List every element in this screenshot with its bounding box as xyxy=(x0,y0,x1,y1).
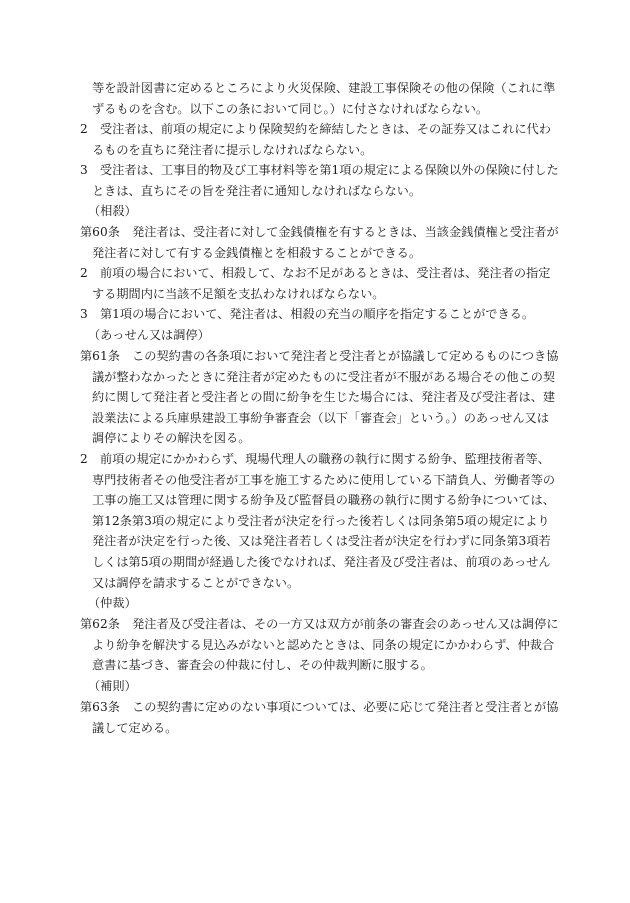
article-61-paragraph-2: 2 前項の規定にかかわらず、現場代理人の職務の執行に関する紛争、監理技術者等、専門技術者その他受注者が工事を施工するために使用している下請負人、労働者等の工事の施工又は管理に関する紛争及び監督員の職務の執行に関する紛争については、第12条第3項の規定により受注者が決定を行った後若しくは同条第5項の規定により発注者が決定を行った後、又は発注者若しくは受注者が決定を行わずに同条第3項若しくは第5項の期間が経過した後でなければ、発注者及び受注者は、前項のあっせん又は調停を請求することができない。 xyxy=(80,452,556,590)
article-60-paragraph-2: 2 前項の場合において、相殺して、なお不足があるときは、受注者は、発注者の指定する期間内に当該不足額を支払わなければならない。 xyxy=(80,266,551,301)
paragraph-insurance-continuation: 等を設計図書に定めるところにより火災保険、建設工事保険その他の保険（これに準ずるものを含む。以下この条において同じ。）に付さなければならない。 xyxy=(80,81,556,116)
heading-article-62: （仲裁） xyxy=(88,596,137,610)
article-63: 第63条 この契約書に定めのない事項については、必要に応じて発注者と受注者とが協議して定める。 xyxy=(80,700,559,735)
paragraph-insurance-2: 2 受注者は、前項の規定により保険契約を締結したときは、その証券又はこれに代わるものを直ちに発注者に提示しなければならない。 xyxy=(80,122,551,157)
article-61: 第61条 この契約書の各条項において発注者と受注者とが協議して定めるものにつき協議が整わなかったときに発注者が定めたものに受注者が不服がある場合その他この契約に関して発注者と受注者との間に紛争を生じた場合には、発注者及び受注者は、建設業法による兵庫県建設工事紛争審査会（以下「審査会」という。）のあっせん又は調停によりその解決を図る。 xyxy=(80,349,559,446)
heading-article-61: （あっせん又は調停） xyxy=(88,328,210,342)
paragraph-insurance-3: 3 受注者は、工事目的物及び工事材料等を第1項の規定による保険以外の保険に付したときは、直ちにその旨を発注者に通知しなければならない。 xyxy=(80,163,559,198)
article-60: 第60条 発注者は、受注者に対して金銭債権を有するときは、当該金銭債権と受注者が発注者に対して有する金銭債権とを相殺することができる。 xyxy=(80,225,559,260)
article-60-paragraph-3: 3 第1項の場合において、発注者は、相殺の充当の順序を指定することができる。 xyxy=(80,307,535,321)
article-62: 第62条 発注者及び受注者は、その一方又は双方が前条の審査会のあっせん又は調停により紛争を解決する見込みがないと認めたときは、同条の規定にかかわらず、仲裁合意書に基づき、審査会の仲裁に付し、その仲裁判断に服する。 xyxy=(80,617,559,673)
heading-article-63: （補則） xyxy=(88,679,137,693)
heading-article-60: （相殺） xyxy=(88,204,137,218)
